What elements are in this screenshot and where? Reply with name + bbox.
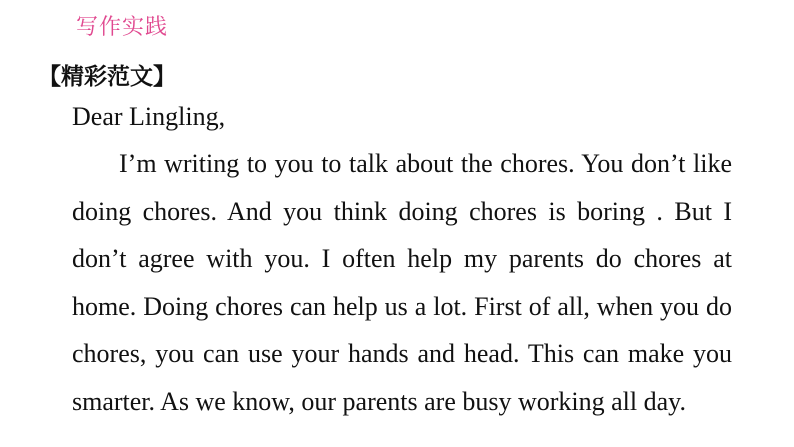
letter-salutation: Dear Lingling, <box>72 102 226 131</box>
slide-header: 写作实践 <box>76 15 169 40</box>
letter-body: I’m writing to you to talk about the chores. You don’t like doing chores. And you think doing chores is boring . But I don’t agree with you. I often help my parents do chores at home. Doing chores can help us a lot. First of all, when you do chores, you can use your hands and head. This can make you smarter. As we know, our parents are busy working all day. <box>72 149 732 416</box>
sample-letter <box>72 100 732 425</box>
section-title: 【精彩范文】 <box>38 64 176 90</box>
